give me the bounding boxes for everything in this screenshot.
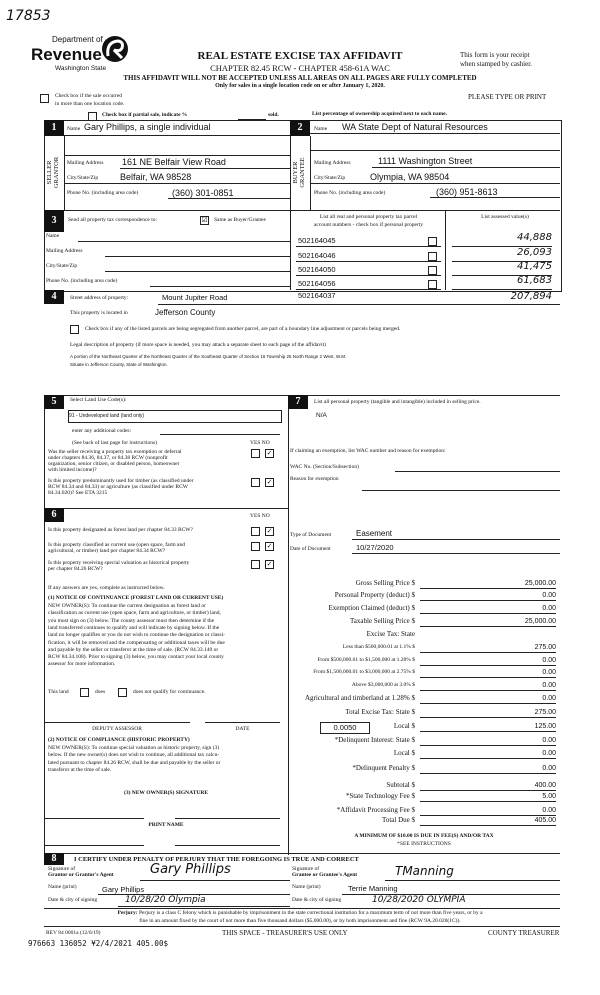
divider xyxy=(372,167,560,168)
notice-line: you must sign on (3) below. The county assessor must then determine if the xyxy=(48,617,215,624)
tax-row-label: Excise Tax: State xyxy=(366,630,415,638)
tax-row-value[interactable]: 0.00 xyxy=(420,669,556,678)
county-treasurer: COUNTY TREASURER xyxy=(488,929,560,937)
tax-row-label: Subtotal $ xyxy=(386,781,415,789)
divider xyxy=(64,136,65,210)
grantee-name-label: Name (print) xyxy=(292,884,321,890)
no-checkbox[interactable]: ✓ xyxy=(266,527,273,535)
segregated-label: Check box if any of the listed parcels are being segregated from another parcel, are part of a boundary line adjustment or parcels being merged. xyxy=(85,326,401,332)
divider xyxy=(140,880,290,881)
seller-phone-label: Phone No. (including area code) xyxy=(67,190,139,196)
grantee-signature-label: Signature of Grantee or Grantee's Agent xyxy=(292,866,358,878)
seller-name-label: Name xyxy=(67,126,81,132)
question-text: under chapters 84.36, 84.37, or 84.38 RCW (nonprofit xyxy=(48,455,168,461)
tax-row-value[interactable]: 25,000.00 xyxy=(420,618,556,627)
legal-description-1: A portion of the Northeast Quarter of the Northeast Quarter of the Southeast Quarter of Section 16 Township 25 North Range 2 West, W.M. xyxy=(70,354,347,359)
treasurer-space: THIS SPACE - TREASURER'S USE ONLY xyxy=(222,929,348,937)
section-8-number: 8 xyxy=(44,853,64,865)
doc-date-field[interactable]: 10/27/2020 xyxy=(356,543,394,552)
question-text: 84.34.020)? See ETA 3215 xyxy=(48,490,108,496)
divider xyxy=(310,150,560,151)
seller-side-label: SELLER GRANTOR xyxy=(46,156,60,189)
multi-location-checkbox[interactable] xyxy=(40,94,49,103)
divider xyxy=(296,289,441,290)
new-owner-print-2[interactable] xyxy=(175,845,280,846)
logo-name: Revenue xyxy=(31,45,102,64)
tax-row-value[interactable]: 0.00 xyxy=(420,682,556,691)
new-owner-signature-2[interactable] xyxy=(175,818,280,819)
divider xyxy=(44,210,560,211)
located-label: This property is located in xyxy=(70,310,128,316)
tax-row-label: *Delinquent Interest: State $ xyxy=(334,736,415,744)
no-checkbox[interactable]: ✓ xyxy=(266,560,273,568)
seller-name-field[interactable]: Gary Phillips, a single individual xyxy=(84,122,211,132)
legal-description-2: Situate in Jefferson County, State of Washington. xyxy=(70,362,168,367)
buyer-name-field[interactable]: WA State Dept of Natural Resources xyxy=(342,122,488,132)
divider xyxy=(310,133,560,134)
form-warning: THIS AFFIDAVIT WILL NOT BE ACCEPTED UNLESS ALL AREAS ON ALL PAGES ARE FULLY COMPLETED xyxy=(123,74,477,82)
logo-state: Washington State xyxy=(55,65,107,72)
wac-field[interactable] xyxy=(395,471,560,472)
partial-sale-sold: sold. xyxy=(268,112,279,118)
tax-row-label: Personal Property (deduct) $ xyxy=(334,591,415,599)
divider xyxy=(310,183,560,184)
tax-row-value[interactable]: 0.00 xyxy=(420,657,556,666)
does-qualify-checkbox[interactable] xyxy=(80,688,89,697)
yes-checkbox[interactable] xyxy=(251,449,260,458)
doc-date-label: Date of Document xyxy=(290,546,331,552)
buyer-side-label: BUYER GRANTEE xyxy=(292,157,306,188)
parcel-number[interactable]: 502164045 xyxy=(298,236,336,245)
personal-property-field[interactable]: N/A xyxy=(316,412,327,419)
question-text: agricultural, or timber) land per chapter 84.34 RCW? xyxy=(48,548,166,554)
yes-checkbox[interactable] xyxy=(251,560,260,569)
tax-row-label: *Affidavit Processing Fee $ xyxy=(336,806,415,814)
notice-continuance-title: (1) NOTICE OF CONTINUANCE (FOREST LAND OR CURRENT USE) xyxy=(48,595,224,601)
divider xyxy=(44,926,560,927)
assessor-date-label: DATE xyxy=(235,726,250,732)
does-not-label: does not qualify for continuance. xyxy=(133,689,206,695)
divider xyxy=(120,168,290,169)
minimum-note: A MINIMUM OF $10.00 IS DUE IN FEE(S) AND/OR TAX xyxy=(354,833,494,839)
new-owner-signature-title: (3) NEW OWNER(S) SIGNATURE xyxy=(124,790,208,796)
divider xyxy=(296,275,441,276)
ownership-note: List percentage of ownership acquired next to each name. xyxy=(312,111,447,117)
no-checkbox[interactable]: ✓ xyxy=(266,449,273,457)
legal-label: Legal description of property (if more space is needed, you may attach a separate sheet to each page of the affidavit) xyxy=(70,342,326,348)
seller-address-field[interactable]: 161 NE Belfair View Road xyxy=(122,157,226,167)
assessed-value[interactable]: 41,475 xyxy=(517,261,552,272)
tax-row-label: *State Technology Fee $ xyxy=(345,792,415,800)
notice-line: transferor at the time of sale. xyxy=(48,766,112,773)
reason-field[interactable] xyxy=(362,490,560,491)
buyer-address-label: Mailing Address xyxy=(314,160,351,166)
grantor-signature[interactable]: Gary Phillips xyxy=(150,862,231,877)
tax-row-value[interactable]: 0.00 xyxy=(420,750,556,759)
see-instructions: *SEE INSTRUCTIONS xyxy=(397,841,451,847)
parcel-number[interactable]: 502164056 xyxy=(298,279,336,288)
personal-property-checkbox[interactable] xyxy=(428,252,437,261)
seller-city-field[interactable]: Belfair, WA 98528 xyxy=(120,172,192,182)
corr-phone-label: Phone No. (including area code) xyxy=(46,278,118,284)
tax-row-label: Exemption Claimed (deduct) $ xyxy=(328,604,415,612)
deputy-assessor-signature[interactable] xyxy=(44,722,190,723)
divider xyxy=(445,210,446,290)
values-header: List assessed value(s) xyxy=(481,214,529,220)
tax-row-label: *Delinquent Penalty $ xyxy=(352,764,415,772)
assessor-date-field[interactable] xyxy=(205,722,280,723)
divider xyxy=(158,304,560,305)
notice-line: land transferred continues to qualify and will indicate by signing below. If the xyxy=(48,624,220,631)
divider xyxy=(430,197,560,198)
divider xyxy=(352,553,560,554)
tax-row-label: Less than $500,000.01 at 1.1% $ xyxy=(342,644,415,650)
yes-checkbox[interactable] xyxy=(251,478,260,487)
tax-row-value[interactable]: 25,000.00 xyxy=(420,580,556,589)
parcel-number[interactable]: 502164037 xyxy=(298,291,336,300)
buyer-name-label: Name xyxy=(314,126,328,132)
tax-row-value[interactable]: 405.00 xyxy=(420,817,556,826)
grantor-name-label: Name (print) xyxy=(48,884,77,890)
logo-dept: Department of xyxy=(52,35,103,44)
yes-no-header: YES NO xyxy=(250,440,270,446)
divider xyxy=(118,906,290,907)
land-use-code-select[interactable]: 91 - Undeveloped land (land only) xyxy=(68,410,282,423)
please-type: PLEASE TYPE OR PRINT xyxy=(468,93,547,101)
no-checkbox[interactable]: ✓ xyxy=(266,478,273,486)
see-back-note: (See back of last page for instructions) xyxy=(72,440,157,446)
yes-checkbox[interactable] xyxy=(251,542,260,551)
seller-city-label: City/State/Zip xyxy=(67,175,99,181)
corr-phone-field[interactable] xyxy=(150,286,290,287)
notice-line: below. If the new owner(s) does not wish to continue, all additional tax calcu- xyxy=(48,752,220,759)
tax-row-label: Agricultural and timberland at 1.28% $ xyxy=(304,694,415,702)
question-text: Is this property receiving special valuation as historical property xyxy=(48,560,190,566)
tax-row-label: Taxable Selling Price $ xyxy=(349,617,415,625)
parcels-header-1: List all real and personal property tax parcel xyxy=(319,214,418,220)
segregated-checkbox[interactable] xyxy=(70,325,79,334)
notice-line: lated pursuant to chapter 84.26 RCW, shall be due and payable by the seller or xyxy=(48,759,221,766)
divider xyxy=(64,183,290,184)
tax-row-value[interactable]: 0.00 xyxy=(420,592,556,601)
file-number: 17853 xyxy=(6,8,51,24)
corr-city-field[interactable] xyxy=(105,271,290,272)
treasurer-stamp: 976663 136052 ¥2/4/2021 405.00$ xyxy=(28,939,168,948)
personal-property-checkbox[interactable] xyxy=(428,280,437,289)
notice-line: RCW 84.34.108). Prior to signing (3) below, you may contact your local county xyxy=(48,654,224,661)
section-4-number: 4 xyxy=(44,290,64,304)
section-2-number: 2 xyxy=(290,120,310,136)
seller-phone-field[interactable]: (360) 301-0851 xyxy=(172,188,234,198)
notice-compliance-title: (2) NOTICE OF COMPLIANCE (HISTORIC PROPERTY) xyxy=(48,737,190,743)
buyer-city-label: City/State/Zip xyxy=(314,175,346,181)
additional-codes-field[interactable] xyxy=(160,434,280,435)
multi-location-label-1: Check box if the sale occurred xyxy=(55,93,123,99)
personal-property-label: List all personal property (tangible and intangible) included in selling price. xyxy=(314,399,481,405)
divider xyxy=(44,508,288,509)
certify-statement: I CERTIFY UNDER PENALTY OF PERJURY THAT THE FOREGOING IS TRUE AND CORRECT xyxy=(74,856,359,863)
does-label: does xyxy=(95,689,106,695)
corr-name-label: Name xyxy=(46,233,60,239)
new-owner-signature-1[interactable] xyxy=(44,818,144,819)
no-checkbox[interactable]: ✓ xyxy=(266,542,273,550)
buyer-address-field[interactable]: 1111 Washington Street xyxy=(378,156,473,166)
tax-row-value[interactable]: 0.00 xyxy=(420,737,556,746)
tax-row-value[interactable]: 275.00 xyxy=(420,709,556,718)
buyer-phone-label: Phone No. (including area code) xyxy=(314,190,386,196)
reason-label: Reason for exemption xyxy=(290,476,339,482)
divider xyxy=(310,136,311,210)
tax-row-value[interactable]: 0.00 xyxy=(420,695,556,704)
divider xyxy=(64,135,290,136)
does-not-qualify-checkbox[interactable] xyxy=(118,688,127,697)
question-text: Is this property classified as current use (open space, farm and xyxy=(48,542,185,548)
county-field[interactable]: Jefferson County xyxy=(155,308,216,317)
perjury-line-2: fine in an amount fixed by the court of not more than five thousand dollars ($5,000.00), or by both imprisonment and fine (RCW 9A.20.020(1C)). xyxy=(139,918,461,924)
if-yes-note: If any answers are yes, complete as instructed below. xyxy=(48,585,165,591)
yes-no-header: YES NO xyxy=(250,513,270,519)
question-text: Is this property designated as forest land per chapter 84.33 RCW? xyxy=(48,527,193,533)
divider xyxy=(352,539,560,540)
exemption-note: If claiming an exemption, list WAC number and reason for exemption: xyxy=(290,448,446,454)
multi-location-label-2: in more than one location code. xyxy=(55,101,125,107)
receipt-note-1: This form is your receipt xyxy=(460,51,530,59)
tax-row-label: Local $ xyxy=(393,749,415,757)
buyer-city-field[interactable]: Olympia, WA 98504 xyxy=(370,172,450,182)
tax-row-value[interactable]: 400.00 xyxy=(420,782,556,791)
divider xyxy=(64,155,290,156)
doc-type-label: Type of Document xyxy=(290,532,332,538)
notice-line: and payable by the seller or transferor at the time of sale. (RCW 84.33.140 or xyxy=(48,646,219,653)
notice-line: fication, it will be removed and the compensating or additional taxes will be due xyxy=(48,639,225,646)
question-text: Was the seller receiving a property tax exemption or deferral xyxy=(48,449,182,455)
grantor-date-label: Date & city of signing xyxy=(48,897,98,903)
parcel-number[interactable]: 502164046 xyxy=(298,251,336,260)
assessed-value[interactable]: 207,894 xyxy=(510,291,552,302)
question-text: with limited income)? xyxy=(48,467,97,473)
divider xyxy=(296,246,441,247)
deputy-assessor-label: DEPUTY ASSESSOR xyxy=(92,726,142,732)
notice-line: assessor for more information. xyxy=(48,661,116,668)
notice-line: NEW OWNER(S): To continue special valuation as historic property, sign (3) xyxy=(48,745,220,751)
wac-label: WAC No. (Section/Subsection) xyxy=(290,464,359,470)
grantee-date-label: Date & city of signing xyxy=(292,897,342,903)
tax-row-value[interactable]: 125.00 xyxy=(420,723,556,732)
divider xyxy=(385,880,560,881)
form-chapter: CHAPTER 82.45 RCW - CHAPTER 458-61A WAC xyxy=(210,63,390,73)
section-1-number: 1 xyxy=(44,120,64,136)
tax-row-value[interactable]: 0.00 xyxy=(420,765,556,774)
form-title: REAL ESTATE EXCISE TAX AFFIDAVIT xyxy=(197,50,403,62)
divider xyxy=(288,395,289,855)
notice-line: NEW OWNER(S): To continue the current designation as forest land or xyxy=(48,603,206,609)
section-3-number: 3 xyxy=(44,210,64,232)
divider xyxy=(296,261,441,262)
personal-property-checkbox[interactable] xyxy=(428,266,437,275)
form-only-for: Only for sales in a single location code on or after January 1, 2020. xyxy=(215,83,385,89)
corr-city-label: City/State/Zip xyxy=(46,263,78,269)
tax-row-label: Total Excise Tax: State $ xyxy=(345,708,415,716)
doc-type-field[interactable]: Easement xyxy=(356,529,393,538)
print-name-label: PRINT NAME xyxy=(148,822,184,828)
seller-address-label: Mailing Address xyxy=(67,160,104,166)
street-label: Street address of property: xyxy=(70,295,129,301)
new-owner-print-1[interactable] xyxy=(44,845,144,846)
section-6-number: 6 xyxy=(44,508,64,522)
personal-property-checkbox[interactable] xyxy=(428,237,437,246)
tax-row-label: From $1,500,000.01 to $3,000,000 at 2.75% $ xyxy=(313,669,415,675)
parcel-number[interactable]: 502164050 xyxy=(298,265,336,274)
assessed-value[interactable]: 44,888 xyxy=(517,232,552,243)
question-text: per chapter 84.26 RCW? xyxy=(48,566,103,572)
tax-row-label: Gross Selling Price $ xyxy=(355,579,415,587)
this-land-label: This land xyxy=(48,689,69,695)
assessed-value[interactable]: 61,683 xyxy=(517,275,552,286)
section-7-number: 7 xyxy=(288,395,308,409)
grantee-signature[interactable]: TManning xyxy=(395,864,454,878)
question-text: organization, senior citizen, or disabled person, homeowner xyxy=(48,461,180,467)
section-5-number: 5 xyxy=(44,395,64,409)
grantor-date-city[interactable]: 10/28/20 Olympia xyxy=(125,895,206,905)
local-rate-field[interactable]: 0.0050 xyxy=(320,722,370,734)
grantor-name-field[interactable]: Gary Phillips xyxy=(102,885,145,894)
notice-line: land no longer qualifies or you do not wish to continue the designation or classi- xyxy=(48,632,225,639)
tax-row-label: From $500,000.01 to $1,500,000 at 1.28% $ xyxy=(317,657,415,663)
form-revision: REV 84 0001a (12/6/19) xyxy=(46,930,101,936)
tax-row-label: Local $ xyxy=(393,722,415,730)
tax-row-label: Above $3,000,000 at 3.0% $ xyxy=(351,682,415,688)
same-as-buyer-label: Same as Buyer/Grantee xyxy=(214,217,266,223)
divider xyxy=(44,395,45,855)
tax-row-value[interactable]: 0.00 xyxy=(420,807,556,816)
correspondence-label: Send all property tax correspondence to: xyxy=(68,217,158,223)
divider xyxy=(452,289,552,290)
yes-checkbox[interactable] xyxy=(251,527,260,536)
tax-row-value[interactable]: 0.00 xyxy=(420,605,556,614)
corr-address-field[interactable] xyxy=(105,256,290,257)
receipt-note-2: when stamped by cashier. xyxy=(460,60,532,68)
assessed-value[interactable]: 26,093 xyxy=(517,247,552,258)
tax-row-value[interactable]: 275.00 xyxy=(420,644,556,653)
partial-sale-label: Check box if partial sale, indicate % xyxy=(102,112,188,118)
grantor-signature-label: Signature of Grantor or Grantor's Agent xyxy=(48,866,114,878)
buyer-phone-field[interactable]: (360) 951-8613 xyxy=(436,187,498,197)
question-text: RCW 84.34 and 84.33) or agriculture (as classified under RCW xyxy=(48,484,188,490)
question-text: Is this property predominantly used for timber (as classified under xyxy=(48,478,194,484)
divider xyxy=(290,120,291,290)
perjury-line-1: Perjury: Perjury is a class C felony which is punishable by imprisonment in the state correctional institution for a maximum term of not more than five years, or by a xyxy=(117,910,483,916)
same-as-buyer-checkbox[interactable]: ☑ xyxy=(201,216,208,224)
corr-name-field[interactable] xyxy=(78,241,290,242)
street-field[interactable]: Mount Jupiter Road xyxy=(162,293,228,302)
parcels-header-2: account numbers - check box if personal property xyxy=(313,222,424,228)
grantee-name-field[interactable]: Terrie Manning xyxy=(348,884,398,893)
corr-address-label: Mailing Address xyxy=(46,248,83,254)
additional-codes-label: enter any additional codes: xyxy=(72,428,132,434)
land-use-label: Select Land Use Code(s): xyxy=(70,397,127,403)
tax-row-value[interactable]: 5.00 xyxy=(420,793,556,802)
notice-line: classification as current use (open space, farm and agriculture, or timber) land, xyxy=(48,610,221,617)
divider xyxy=(168,198,290,199)
tax-row-label: Total Due $ xyxy=(382,816,415,824)
grantee-date-city[interactable]: 10/28/2020 OLYMPIA xyxy=(372,895,466,905)
